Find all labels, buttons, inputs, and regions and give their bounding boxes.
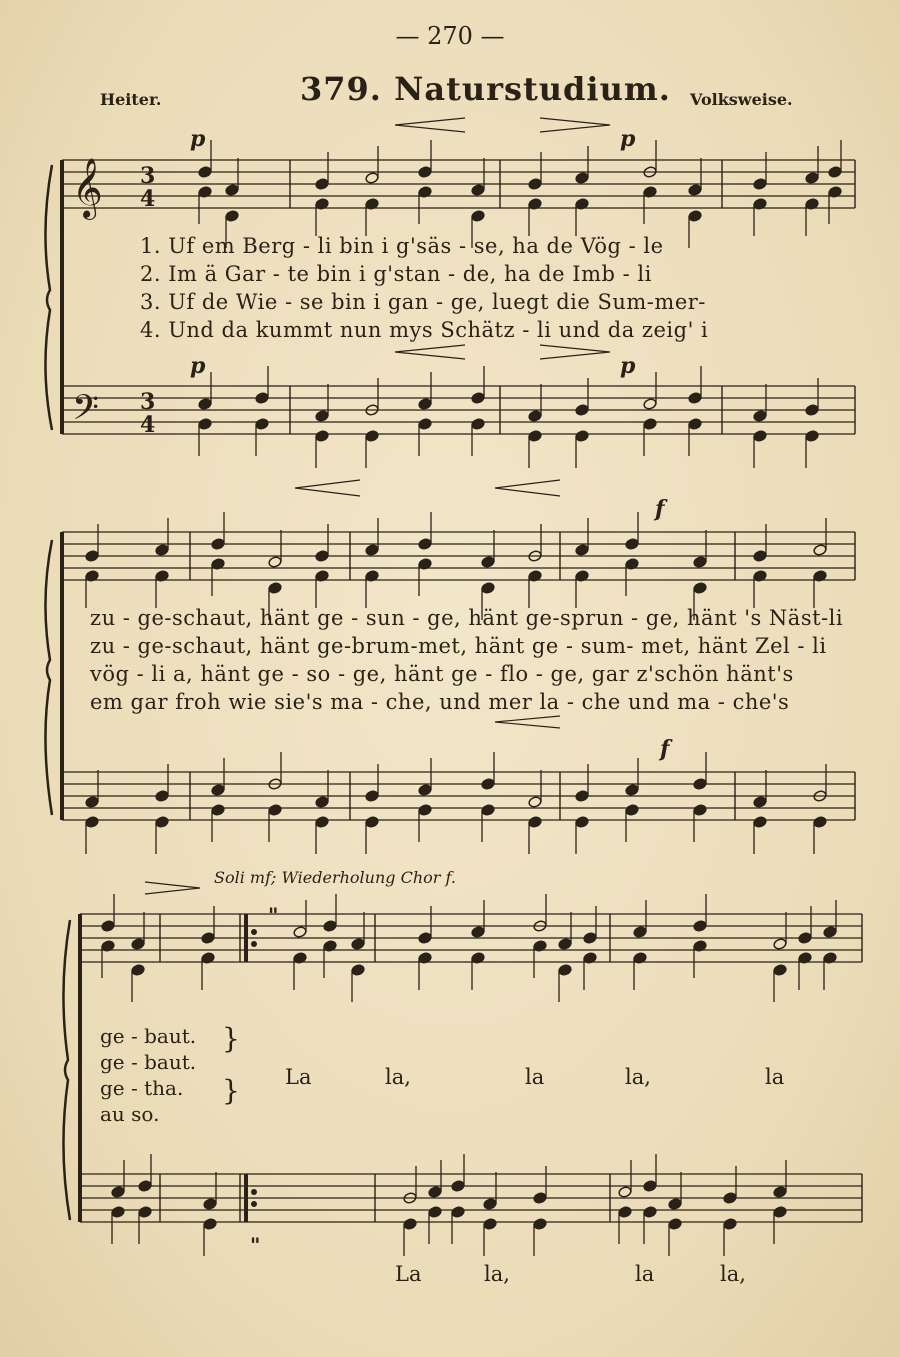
dynamic-piano-1: p [190,126,206,152]
treble-clef-icon: 𝄞 [72,158,103,218]
notehead [293,926,307,939]
notehead [198,418,212,431]
song-title: 379. Naturstudium. [300,70,671,108]
notehead [828,166,842,179]
dynamic-piano-3: p [190,353,206,379]
notehead [351,964,365,977]
notehead [451,1180,465,1193]
notehead [558,938,572,951]
notehead [211,804,225,817]
notehead [528,816,542,829]
notehead [471,392,485,405]
notehead [418,784,432,797]
notehead [418,538,432,551]
lyric-verse-4: 4. Und da kummt nun mys Schätz - li und da zeig' i [140,318,709,342]
notehead [813,816,827,829]
lyric-verse-3b: vög - li a, hänt ge - so - ge, hänt ge - flo - ge, gar z'schön hänt's [90,662,794,686]
notehead [575,172,589,185]
notehead [101,920,115,933]
notehead [111,1206,125,1219]
notehead [723,1218,737,1231]
ending-verse-2: ge - baut. [100,1050,197,1074]
svg-text:4: 4 [140,412,156,438]
notehead [315,550,329,563]
notehead [723,1192,737,1205]
notehead [643,418,657,431]
notehead [203,1198,217,1211]
notehead [418,398,432,411]
notehead [323,920,337,933]
notehead [403,1218,417,1231]
staff-bass-2 [62,772,855,820]
svg-text:": " [250,1233,261,1257]
notehead [798,932,812,945]
notehead [198,398,212,411]
dynamic-forte-1: f [655,496,665,522]
svg-text:3: 3 [140,389,156,415]
notehead [643,1180,657,1193]
notehead [643,398,657,411]
svg-text:": " [268,903,279,927]
tempo-marking: Heiter. [100,90,162,109]
lyric-verse-1b: zu - ge-schaut, hänt ge - sun - ge, hänt ge-sprun - ge, hänt 's Näst-li [90,606,844,630]
notehead [625,784,639,797]
notehead [268,556,282,569]
notehead [418,166,432,179]
notehead [688,418,702,431]
notehead [575,816,589,829]
staff-bass-1 [62,386,855,434]
lyric-verse-4b: em gar froh wie sie's ma - che, und mer la - che und ma - che's [90,690,790,714]
notehead [528,178,542,191]
notehead [693,778,707,791]
notehead [813,544,827,557]
lala-upper-1: La [285,1065,312,1089]
notehead [773,964,787,977]
notehead [268,804,282,817]
notehead [451,1206,465,1219]
notehead [693,804,707,817]
right-brace-icon: } [222,1022,240,1055]
notehead [688,184,702,197]
bass-clef-icon: 𝄢 [72,387,100,436]
notehead [365,172,379,185]
notehead [583,932,597,945]
notehead [753,550,767,563]
lyric-verse-2: 2. Im ä Gar - te bin i g'stan - de, ha de Imb - li [140,262,652,286]
notehead [315,410,329,423]
notehead [255,392,269,405]
notehead [528,430,542,443]
notehead [805,430,819,443]
notehead [315,430,329,443]
lala-lower-1: La [395,1262,422,1286]
notehead [428,1186,442,1199]
notehead [365,430,379,443]
notehead [668,1218,682,1231]
notehead [365,544,379,557]
notehead [111,1186,125,1199]
lala-lower-3: la [635,1262,655,1286]
staff-treble-2 [62,532,855,580]
lala-lower-2: la, [484,1262,510,1286]
notehead [471,418,485,431]
right-brace-icon-2: } [222,1074,240,1107]
notehead [805,172,819,185]
performance-instruction: Soli mf; Wiederholung Chor f. [214,868,456,887]
notehead [155,790,169,803]
notehead [773,1186,787,1199]
notehead [481,804,495,817]
ending-verse-1: ge - baut. [100,1024,197,1048]
notehead [483,1198,497,1211]
notehead [773,1206,787,1219]
staff-bass-3 [80,1174,862,1222]
notehead [688,210,702,223]
notehead [85,550,99,563]
notehead [471,210,485,223]
notehead [481,556,495,569]
notehead [753,816,767,829]
dynamic-forte-2: f [660,736,670,762]
notehead [805,404,819,417]
notehead [131,964,145,977]
svg-text:3: 3 [140,163,156,189]
notehead [773,938,787,951]
notehead [483,1218,497,1231]
notehead [481,582,495,595]
svg-text:4: 4 [140,186,156,212]
notehead [693,556,707,569]
notehead [528,796,542,809]
notehead [225,210,239,223]
notehead [625,538,639,551]
lala-lower-4: la, [720,1262,746,1286]
notehead [131,938,145,951]
notehead [753,178,767,191]
lala-upper-5: la [765,1065,785,1089]
notehead [198,166,212,179]
notehead [203,1218,217,1231]
notehead [693,920,707,933]
lyric-verse-3: 3. Uf de Wie - se bin i gan - ge, luegt die Sum-mer- [140,290,706,314]
notehead [753,430,767,443]
notehead [471,184,485,197]
notehead [693,582,707,595]
notehead [85,816,99,829]
lala-upper-3: la [525,1065,545,1089]
song-source: Volksweise. [690,90,793,109]
notehead [558,964,572,977]
dynamic-piano-4: p [620,353,636,379]
notehead [315,816,329,829]
notehead [268,582,282,595]
notehead [138,1206,152,1219]
page-number: — 270 — [395,22,505,50]
lyric-verse-1: 1. Uf em Berg - li bin i g'säs - se, ha de Vög - le [140,234,664,258]
notehead [365,790,379,803]
notehead [668,1198,682,1211]
notehead [688,392,702,405]
dynamic-piano-2: p [620,126,636,152]
notehead [533,1192,547,1205]
notehead [823,926,837,939]
notehead [575,790,589,803]
notehead [211,538,225,551]
notehead [575,544,589,557]
notehead [85,796,99,809]
notehead [418,418,432,431]
lala-upper-4: la, [625,1065,651,1089]
notehead [643,1206,657,1219]
staff-treble-1 [62,160,855,208]
notehead [201,932,215,945]
notehead [138,1180,152,1193]
staff-treble-3 [80,914,862,962]
notehead [351,938,365,951]
notehead [633,926,647,939]
notehead [211,784,225,797]
notehead [528,410,542,423]
notehead [618,1206,632,1219]
notehead [155,816,169,829]
notehead [575,430,589,443]
notehead [428,1206,442,1219]
notehead [625,804,639,817]
ending-verse-4: au so. [100,1102,160,1126]
notehead [225,184,239,197]
notehead [575,404,589,417]
notehead [481,778,495,791]
notehead [315,178,329,191]
notehead [418,932,432,945]
notehead [315,796,329,809]
notehead [418,804,432,817]
notehead [618,1186,632,1199]
notehead [533,1218,547,1231]
notehead [255,418,269,431]
notehead [753,796,767,809]
notehead [155,544,169,557]
notehead [365,816,379,829]
lala-upper-2: la, [385,1065,411,1089]
notehead [753,410,767,423]
lyric-verse-2b: zu - ge-schaut, hänt ge-brum-met, hänt ge - sum- met, hänt Zel - li [90,634,827,658]
notehead [471,926,485,939]
ending-verse-3: ge - tha. [100,1076,184,1100]
